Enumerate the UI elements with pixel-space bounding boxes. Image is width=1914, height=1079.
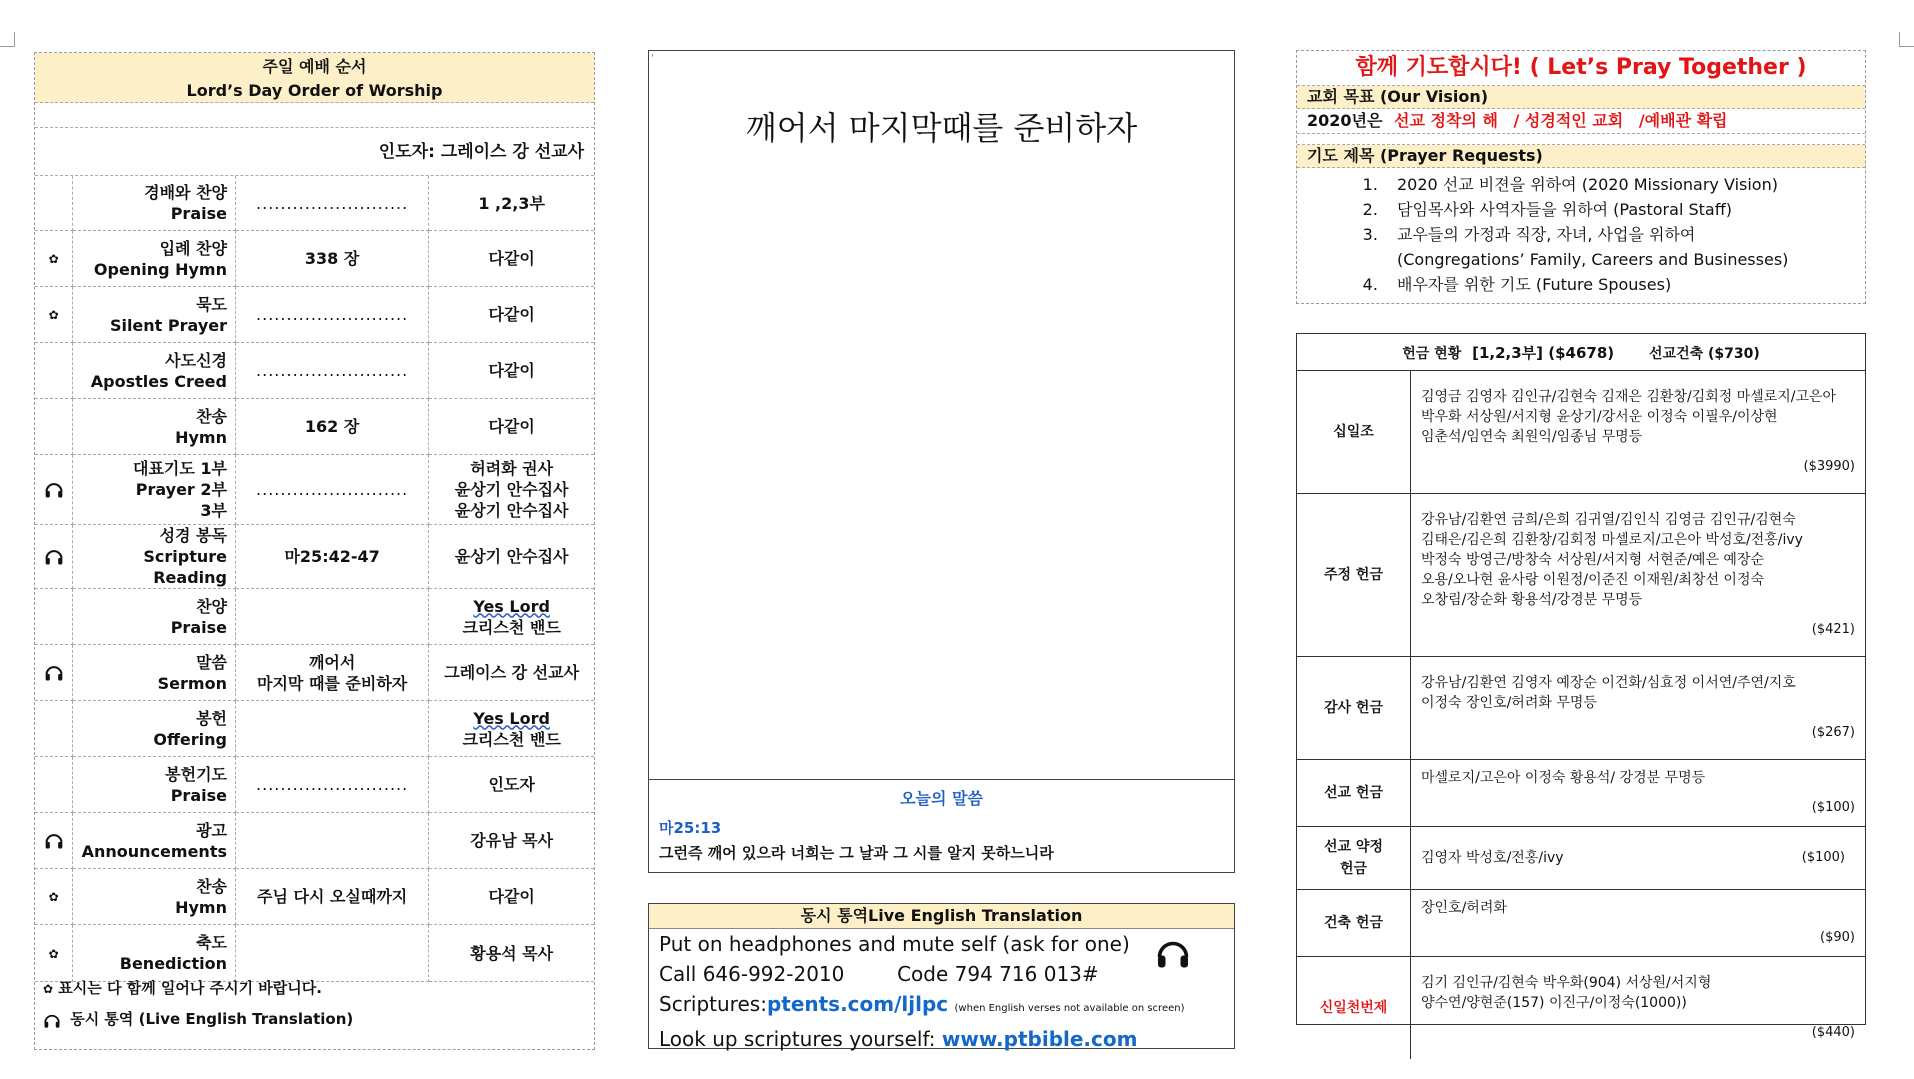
worship-order-panel bbox=[34, 52, 595, 1050]
prayer-request-text: 2. 담임목사와 사역자들을 위하여 (Pastoral Staff) bbox=[1397, 200, 1732, 219]
prayer-heading: 함께 기도합시다! ( Let’s Pray Together ) bbox=[1297, 51, 1865, 86]
order-row bbox=[35, 701, 594, 757]
star-icon: ✿ bbox=[48, 252, 59, 266]
order-title-line: 3부 bbox=[200, 501, 227, 520]
order-marker bbox=[35, 399, 73, 455]
order-detail bbox=[235, 813, 428, 869]
order-title-line: 찬송 bbox=[196, 876, 227, 896]
translation-line-lookup bbox=[649, 1024, 1234, 1054]
star-icon: ✿ bbox=[48, 890, 59, 904]
offering-names bbox=[1411, 494, 1866, 657]
order-marker bbox=[35, 525, 73, 589]
order-detail-line: 162 장 bbox=[304, 417, 360, 436]
sermon-title: 깨어서 마지막때를 준비하자 bbox=[745, 109, 1138, 147]
order-title-line: Praise bbox=[170, 617, 227, 637]
order-title-line: Praise bbox=[170, 785, 227, 805]
order-title bbox=[73, 399, 236, 455]
order-detail bbox=[235, 455, 428, 525]
order-title bbox=[73, 701, 236, 757]
order-person bbox=[429, 757, 594, 813]
order-person bbox=[429, 925, 594, 982]
translation-heading: 동시 통역Live English Translation bbox=[649, 904, 1234, 929]
order-row bbox=[35, 813, 594, 869]
order-person bbox=[429, 231, 594, 287]
headphone-icon bbox=[1153, 936, 1193, 972]
prayer-request-item bbox=[1383, 222, 1865, 272]
order-title bbox=[73, 176, 236, 231]
order-detail bbox=[235, 589, 428, 645]
order-detail bbox=[235, 757, 428, 813]
order-detail-line: 깨어서 bbox=[308, 652, 356, 672]
order-person-line: 허려화 권사 bbox=[470, 459, 554, 478]
order-title-line: 봉헌기도 bbox=[165, 764, 227, 784]
order-title-line: Prayer 2부 bbox=[135, 480, 227, 499]
order-detail bbox=[235, 525, 428, 589]
worship-leader: 인도자: 그레이스 강 선교사 bbox=[35, 128, 594, 176]
offering-category-line: 선교 약정 bbox=[1324, 839, 1383, 855]
order-person bbox=[429, 176, 594, 231]
note-standing-text: 표시는 다 함께 일어나 주시기 바랍니다. bbox=[58, 979, 322, 997]
order-detail bbox=[235, 869, 428, 925]
offering-category-line: 감사 헌금 bbox=[1324, 700, 1383, 716]
order-title bbox=[73, 455, 236, 525]
order-title-line: 말씀 bbox=[196, 652, 227, 672]
order-detail-line: 338 장 bbox=[304, 249, 360, 268]
order-title bbox=[73, 645, 236, 701]
offering-names-line: 김기 김인규/김현숙 박우화(904) 서상원/서지형 bbox=[1421, 975, 1712, 991]
offering-amount: ($440) bbox=[1811, 1025, 1855, 1040]
order-title bbox=[73, 287, 236, 343]
order-title-line: 성경 봉독 bbox=[159, 526, 227, 545]
offering-category bbox=[1297, 657, 1411, 760]
prayer-panel bbox=[1296, 50, 1866, 304]
worship-notes bbox=[43, 973, 353, 1034]
order-detail-line: ......................... bbox=[256, 775, 409, 794]
offering-amount: ($3990) bbox=[1803, 459, 1855, 474]
offering-row bbox=[1297, 890, 1865, 957]
order-row bbox=[35, 455, 594, 525]
offering-category bbox=[1297, 957, 1411, 1060]
headphone-icon bbox=[43, 1010, 65, 1030]
order-row bbox=[35, 589, 594, 645]
order-person bbox=[429, 455, 594, 525]
offering-category-line: 주정 헌금 bbox=[1324, 567, 1383, 583]
offering-amount: ($90) bbox=[1820, 930, 1855, 945]
offering-row bbox=[1297, 760, 1865, 827]
offering-row bbox=[1297, 827, 1865, 890]
offering-category bbox=[1297, 494, 1411, 657]
offering-row bbox=[1297, 957, 1865, 1060]
order-title bbox=[73, 525, 236, 589]
order-marker bbox=[35, 645, 73, 701]
translation-line-scriptures bbox=[649, 989, 1234, 1024]
order-row bbox=[35, 645, 594, 701]
order-marker bbox=[35, 455, 73, 525]
order-person-line: 윤상기 안수집사 bbox=[454, 480, 569, 499]
offering-names-line: 임춘석/임연숙 최원익/임종님 무명등 bbox=[1421, 429, 1643, 445]
vision-item: / 성경적인 교회 bbox=[1513, 111, 1624, 130]
prayer-request-text: 3. 교우들의 가정과 직장, 자녀, 사업을 위하여 bbox=[1397, 225, 1696, 244]
order-person-line: 황용석 목사 bbox=[470, 943, 554, 963]
order-person bbox=[429, 813, 594, 869]
order-detail-line: ......................... bbox=[256, 361, 409, 380]
offering-category-line: 선교 헌금 bbox=[1324, 785, 1383, 801]
order-person-line: 인도자 bbox=[488, 775, 535, 794]
offering-amount: ($267) bbox=[1811, 725, 1855, 740]
order-row bbox=[35, 399, 594, 455]
order-title-line: Scripture Reading bbox=[143, 547, 227, 587]
order-person bbox=[429, 525, 594, 589]
worship-title-ko: 주일 예배 순서 bbox=[262, 57, 367, 76]
offering-names-line: 양수연/양현준(157) 이진구/이정숙(1000)) bbox=[1421, 995, 1687, 1011]
order-person bbox=[429, 287, 594, 343]
todays-verse bbox=[649, 779, 1234, 873]
translation-line-call bbox=[649, 959, 1234, 989]
offering-category-line: 건축 헌금 bbox=[1324, 915, 1383, 931]
order-title-line: 찬양 bbox=[196, 596, 227, 616]
order-title bbox=[73, 813, 236, 869]
offering-names bbox=[1411, 890, 1866, 957]
order-detail-line: ......................... bbox=[256, 480, 409, 499]
order-title-line: 축도 bbox=[196, 933, 227, 952]
order-row bbox=[35, 287, 594, 343]
verse-reference: 마25:13 bbox=[659, 819, 722, 837]
star-icon: ✿ bbox=[48, 946, 59, 961]
offering-table bbox=[1297, 334, 1865, 1059]
offering-category-line: 신일천번제 bbox=[1319, 1000, 1388, 1016]
order-marker bbox=[35, 869, 73, 925]
order-detail-line: 마지막 때를 준비하자 bbox=[257, 673, 408, 693]
order-title-line: 대표기도 1부 bbox=[133, 459, 227, 478]
offering-names bbox=[1411, 760, 1866, 827]
order-detail bbox=[235, 399, 428, 455]
order-title-line: Silent Prayer bbox=[109, 315, 227, 335]
offering-names-line: 마셀로지/고은아 이정숙 황용석/ 강경분 무명등 bbox=[1421, 770, 1706, 786]
offering-names bbox=[1411, 957, 1866, 1060]
order-detail bbox=[235, 176, 428, 231]
order-person-line: 그레이스 강 선교사 bbox=[444, 663, 580, 682]
order-person-line: 윤상기 안수집사 bbox=[454, 547, 569, 566]
order-person-line: 다같이 bbox=[488, 887, 535, 906]
offering-total: [1,2,3부] ($4678) bbox=[1472, 343, 1615, 362]
order-person-line: Yes Lord bbox=[473, 708, 550, 728]
vision-item: /예배관 확립 bbox=[1638, 111, 1728, 130]
order-person-line: 다같이 bbox=[488, 249, 535, 268]
headphone-icon bbox=[43, 831, 65, 851]
order-title-line: 찬송 bbox=[196, 406, 227, 426]
prayer-requests-list bbox=[1297, 172, 1865, 297]
offering-amount: ($421) bbox=[1811, 622, 1855, 637]
note-standing bbox=[43, 973, 353, 1004]
order-title-line: Hymn bbox=[175, 427, 227, 447]
offering-names-line: 김영자 박성호/전홍/ivy bbox=[1421, 850, 1564, 866]
scriptures-note: (when English verses not available on screen) bbox=[954, 1003, 1185, 1014]
order-title bbox=[73, 869, 236, 925]
offering-row bbox=[1297, 371, 1865, 494]
order-detail bbox=[235, 231, 428, 287]
order-person-line: 다같이 bbox=[488, 305, 535, 324]
corner-tick: ' bbox=[651, 53, 654, 64]
order-marker bbox=[35, 287, 73, 343]
order-person-line: 다같이 bbox=[488, 417, 535, 436]
order-marker bbox=[35, 231, 73, 287]
offering-names-line: 박정숙 방영근/방창숙 서상원/서지형 서현준/예은 예장순 bbox=[1421, 552, 1765, 568]
lookup-label: Look up scriptures yourself: bbox=[659, 1027, 936, 1051]
note-translation bbox=[43, 1004, 353, 1034]
prayer-request-text: 4. 배우자를 위한 기도 (Future Spouses) bbox=[1397, 275, 1672, 294]
lookup-link[interactable]: www.ptbible.com bbox=[941, 1027, 1138, 1051]
offering-names-line: 오창림/장순화 황용석/강경분 무명등 bbox=[1421, 592, 1643, 608]
offering-category bbox=[1297, 760, 1411, 827]
order-title bbox=[73, 589, 236, 645]
offering-header-row bbox=[1297, 334, 1865, 371]
offering-category bbox=[1297, 371, 1411, 494]
order-marker bbox=[35, 757, 73, 813]
order-detail-line: ......................... bbox=[256, 193, 409, 213]
offering-amount: ($100) bbox=[1801, 850, 1845, 865]
offering-names-line: 김영금 김영자 김인규/김현숙 김재은 김환창/김회정 마셀로지/고은아 bbox=[1421, 389, 1837, 405]
vision-label: 교회 목표 (Our Vision) bbox=[1297, 86, 1865, 109]
offering-names-line: 장인호/허려화 bbox=[1421, 900, 1507, 916]
note-translation-text: 동시 통역 (Live English Translation) bbox=[70, 1010, 354, 1028]
vision-item: 선교 정착의 해 bbox=[1394, 111, 1498, 130]
translation-panel bbox=[648, 903, 1235, 1049]
order-marker bbox=[35, 589, 73, 645]
order-title-line: 봉헌 bbox=[196, 708, 227, 728]
order-title bbox=[73, 757, 236, 813]
offering-names bbox=[1411, 827, 1866, 890]
order-person bbox=[429, 589, 594, 645]
order-title-line: Praise bbox=[170, 204, 227, 223]
translation-line-headphones: Put on headphones and mute self (ask for one) bbox=[659, 932, 1130, 956]
order-detail-line: 마25:42-47 bbox=[284, 547, 380, 566]
offering-names-line: 오용/오나현 윤사랑 이원정/이준진 이재원/최창선 이정숙 bbox=[1421, 572, 1765, 588]
order-title-line: Announcements bbox=[81, 841, 227, 861]
call-code: Code 794 716 013# bbox=[897, 962, 1099, 986]
order-person-line: 다같이 bbox=[488, 361, 535, 380]
order-row bbox=[35, 757, 594, 813]
offering-row bbox=[1297, 657, 1865, 760]
order-person bbox=[429, 343, 594, 399]
spacer-row bbox=[35, 103, 594, 128]
offering-category bbox=[1297, 827, 1411, 890]
offering-heading-label: 헌금 현황 bbox=[1402, 345, 1462, 362]
verse-text: 그런즉 깨어 있으라 너희는 그 날과 그 시를 알지 못하느니라 bbox=[659, 844, 1054, 862]
order-detail-line: ......................... bbox=[256, 305, 409, 324]
order-title-line: 묵도 bbox=[196, 294, 227, 314]
offering-category-line: 십일조 bbox=[1333, 424, 1374, 440]
worship-header bbox=[35, 53, 594, 103]
order-title bbox=[73, 343, 236, 399]
order-title-line: 사도신경 bbox=[165, 350, 227, 370]
order-person-line: 크리스천 밴드 bbox=[462, 729, 561, 749]
prayer-request-text: (Congregations’ Family, Careers and Businesses) bbox=[1397, 250, 1789, 269]
headphone-icon bbox=[43, 480, 65, 500]
scriptures-link[interactable]: ptents.com/ljlpc bbox=[766, 992, 949, 1016]
order-person bbox=[429, 399, 594, 455]
offering-names-line: 김태은/김은희 김환창/김회정 마셀로지/고은아 박성호/전홍/ivy bbox=[1421, 532, 1803, 548]
offering-names-line: 강유남/김환연 김영자 예장순 이건화/심효정 이서연/주연/지호 bbox=[1421, 675, 1796, 691]
order-row bbox=[35, 525, 594, 589]
order-title-line: Benediction bbox=[119, 954, 227, 973]
order-detail-line: 주님 다시 오실때까지 bbox=[257, 887, 408, 906]
order-detail bbox=[235, 287, 428, 343]
order-person bbox=[429, 645, 594, 701]
order-row bbox=[35, 231, 594, 287]
order-row bbox=[35, 869, 594, 925]
order-title-line: Sermon bbox=[157, 673, 227, 693]
offering-header bbox=[1297, 334, 1865, 371]
star-icon: ✿ bbox=[43, 982, 54, 996]
crop-mark-right bbox=[1899, 32, 1914, 47]
order-person bbox=[429, 701, 594, 757]
order-person-line: 크리스천 밴드 bbox=[462, 617, 561, 637]
crop-mark-left bbox=[0, 32, 15, 47]
order-title-line: 입례 찬양 bbox=[159, 238, 227, 258]
scriptures-label: Scriptures: bbox=[659, 992, 767, 1016]
headphone-icon bbox=[43, 547, 65, 567]
order-detail bbox=[235, 701, 428, 757]
prayer-request-item bbox=[1383, 197, 1865, 222]
call-number: Call 646-992-2010 bbox=[659, 962, 845, 986]
order-title bbox=[73, 231, 236, 287]
order-person-line: 1 ,2,3부 bbox=[478, 193, 545, 213]
order-person-line: 윤상기 안수집사 bbox=[454, 501, 569, 520]
order-marker bbox=[35, 701, 73, 757]
order-table bbox=[35, 176, 594, 982]
headphone-icon bbox=[43, 663, 65, 683]
order-person-line: 강유남 목사 bbox=[470, 831, 554, 850]
order-detail bbox=[235, 645, 428, 701]
order-title-line: Opening Hymn bbox=[93, 259, 227, 279]
order-marker bbox=[35, 176, 73, 231]
order-marker bbox=[35, 813, 73, 869]
prayer-request-item bbox=[1383, 172, 1865, 197]
offering-amount: ($100) bbox=[1811, 800, 1855, 815]
offering-names-line: 강유남/김환연 금희/은희 김귀열/김인식 김영금 김인규/김현숙 bbox=[1421, 512, 1796, 528]
offering-names-line: 이정숙 장인호/허려화 무명등 bbox=[1421, 695, 1597, 711]
offering-row bbox=[1297, 494, 1865, 657]
order-title-line: Hymn bbox=[175, 897, 227, 917]
offering-category bbox=[1297, 890, 1411, 957]
order-person-line: Yes Lord bbox=[473, 596, 550, 616]
prayer-request-text: 1. 2020 선교 비젼을 위하여 (2020 Missionary Vision) bbox=[1397, 175, 1778, 194]
order-title-line: 광고 bbox=[196, 820, 227, 840]
star-icon: ✿ bbox=[48, 308, 59, 322]
order-title-line: Apostles Creed bbox=[90, 371, 227, 391]
order-row bbox=[35, 343, 594, 399]
order-title-line: 경배와 찬양 bbox=[144, 183, 227, 202]
offering-names bbox=[1411, 371, 1866, 494]
verse-heading: 오늘의 말씀 bbox=[900, 789, 983, 808]
offering-names-line: 박우화 서상원/서지형 윤상기/강서운 이정숙 이필우/이상현 bbox=[1421, 409, 1778, 425]
order-detail bbox=[235, 343, 428, 399]
order-person bbox=[429, 869, 594, 925]
mission-building-total: 선교건축 ($730) bbox=[1649, 345, 1760, 362]
offering-category-line: 헌금 bbox=[1339, 861, 1368, 877]
order-marker bbox=[35, 343, 73, 399]
spacer-row bbox=[1297, 134, 1865, 145]
requests-label: 기도 제목 (Prayer Requests) bbox=[1297, 145, 1865, 168]
vision-year: 2020년은 bbox=[1307, 111, 1383, 130]
prayer-request-item bbox=[1383, 272, 1865, 297]
worship-title-en: Lord’s Day Order of Worship bbox=[186, 81, 443, 100]
order-title-line: Offering bbox=[153, 729, 227, 749]
order-row bbox=[35, 176, 594, 231]
vision-line bbox=[1297, 109, 1865, 134]
sermon-panel bbox=[648, 50, 1235, 873]
offering-panel bbox=[1296, 333, 1866, 1040]
offering-names bbox=[1411, 657, 1866, 760]
